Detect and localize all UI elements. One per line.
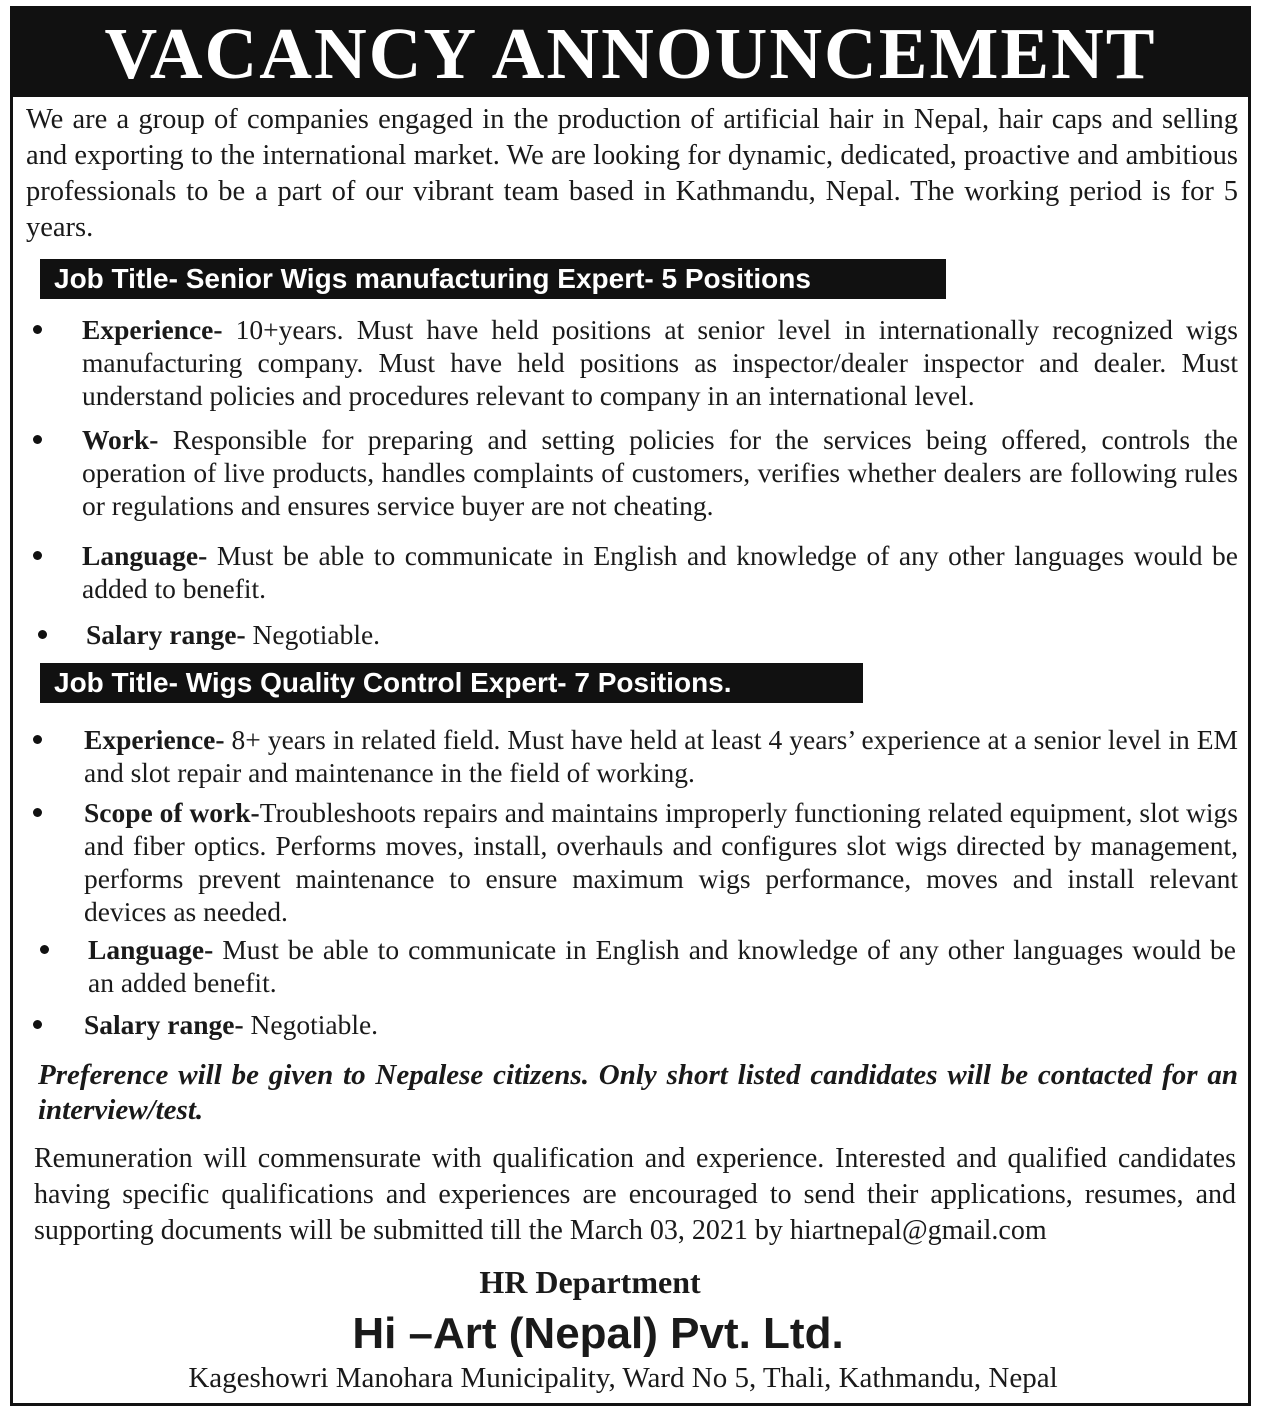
job2-scope-of-work [84, 796, 1238, 928]
job1-language [82, 539, 1238, 605]
item-label: Work- [82, 424, 159, 455]
bullet-icon [33, 435, 42, 444]
bullet-icon [33, 735, 42, 744]
job1-experience [82, 313, 1238, 412]
preference-note: Preference will be given to Nepalese citizens. Only short listed candidates will be contacted for an interview/test. [38, 1059, 1238, 1126]
item-label: Language- [88, 934, 214, 965]
item-text: Troubleshoots repairs and maintains improperly functioning related equipment, slot wigs and fiber optics. Performs moves, install, overhauls and configures slot wigs directed by management, performs prevent maintenance to ensure maximum wigs performance, moves and install relevant devices as needed. [84, 797, 1238, 927]
item-text: 8+ years in related field. Must have held at least 4 years’ experience at a senior level in EM and slot repair and maintenance in the field of working. [84, 724, 1238, 788]
item-label: Salary range- [86, 619, 246, 650]
item-text: 10+years. Must have held positions at senior level in internationally recognized wigs manufacturing company. Must have held positions as inspector/dealer inspector and dealer. Must understand policies and procedures relevant to company in an international level. [82, 314, 1238, 411]
job2-salary [84, 1008, 1240, 1041]
company-address: Kageshowri Manohara Municipality, Ward No 5, Thali, Kathmandu, Nepal [188, 1362, 1058, 1394]
item-label: Salary range- [84, 1009, 244, 1040]
job1-work [82, 423, 1238, 522]
bullet-icon [33, 551, 42, 560]
item-text: Negotiable. [243, 1009, 379, 1040]
item-label: Experience- [82, 314, 223, 345]
company-name: Hi –Art (Nepal) Pvt. Ltd. [352, 1309, 844, 1358]
item-label: Experience- [84, 724, 225, 755]
intro-paragraph: We are a group of companies engaged in the production of artificial hair in Nepal, hair caps and selling and exporting to the international market. We are looking for dynamic, dedicated, proactive and ambitious professionals to be a part of our vibrant team based in Kathmandu, Nepal. The working period is for 5 years. [26, 104, 1238, 243]
item-text: Negotiable. [245, 619, 381, 650]
job2-language [88, 933, 1236, 999]
remuneration-paragraph: Remuneration will commensurate with qualification and experience. Interested and qualified candidates having specific qualifications and experiences are encouraged to send their applications, resumes, and supporting documents will be submitted till the March 03, 2021 by hiartnepal@gmail.com [34, 1143, 1236, 1246]
bullet-icon [40, 945, 49, 954]
job-title-2: Job Title- Wigs Quality Control Expert- 7 Positions. [40, 663, 863, 703]
bullet-icon [38, 630, 47, 639]
item-label: Scope of work- [84, 797, 260, 828]
bullet-icon [33, 325, 42, 334]
item-text: Must be able to communicate in English and knowledge of any other languages would be an added benefit. [88, 934, 1236, 998]
bullet-icon [33, 808, 42, 817]
job2-experience [84, 723, 1238, 789]
hr-department: HR Department [479, 1264, 701, 1300]
bullet-icon [33, 1020, 42, 1029]
item-label: Language- [82, 540, 208, 571]
item-text: Must be able to communicate in English and knowledge of any other languages would be added to benefit. [82, 540, 1238, 604]
job-title-1: Job Title- Senior Wigs manufacturing Expert- 5 Positions [40, 259, 946, 299]
job1-salary [86, 618, 1242, 651]
item-text: Responsible for preparing and setting policies for the services being offered, controls the operation of live products, handles complaints of customers, verifies whether dealers are following rules or regulations and ensures service buyer are not cheating. [82, 424, 1238, 521]
page-title: VACANCY ANNOUNCEMENT [104, 13, 1157, 94]
